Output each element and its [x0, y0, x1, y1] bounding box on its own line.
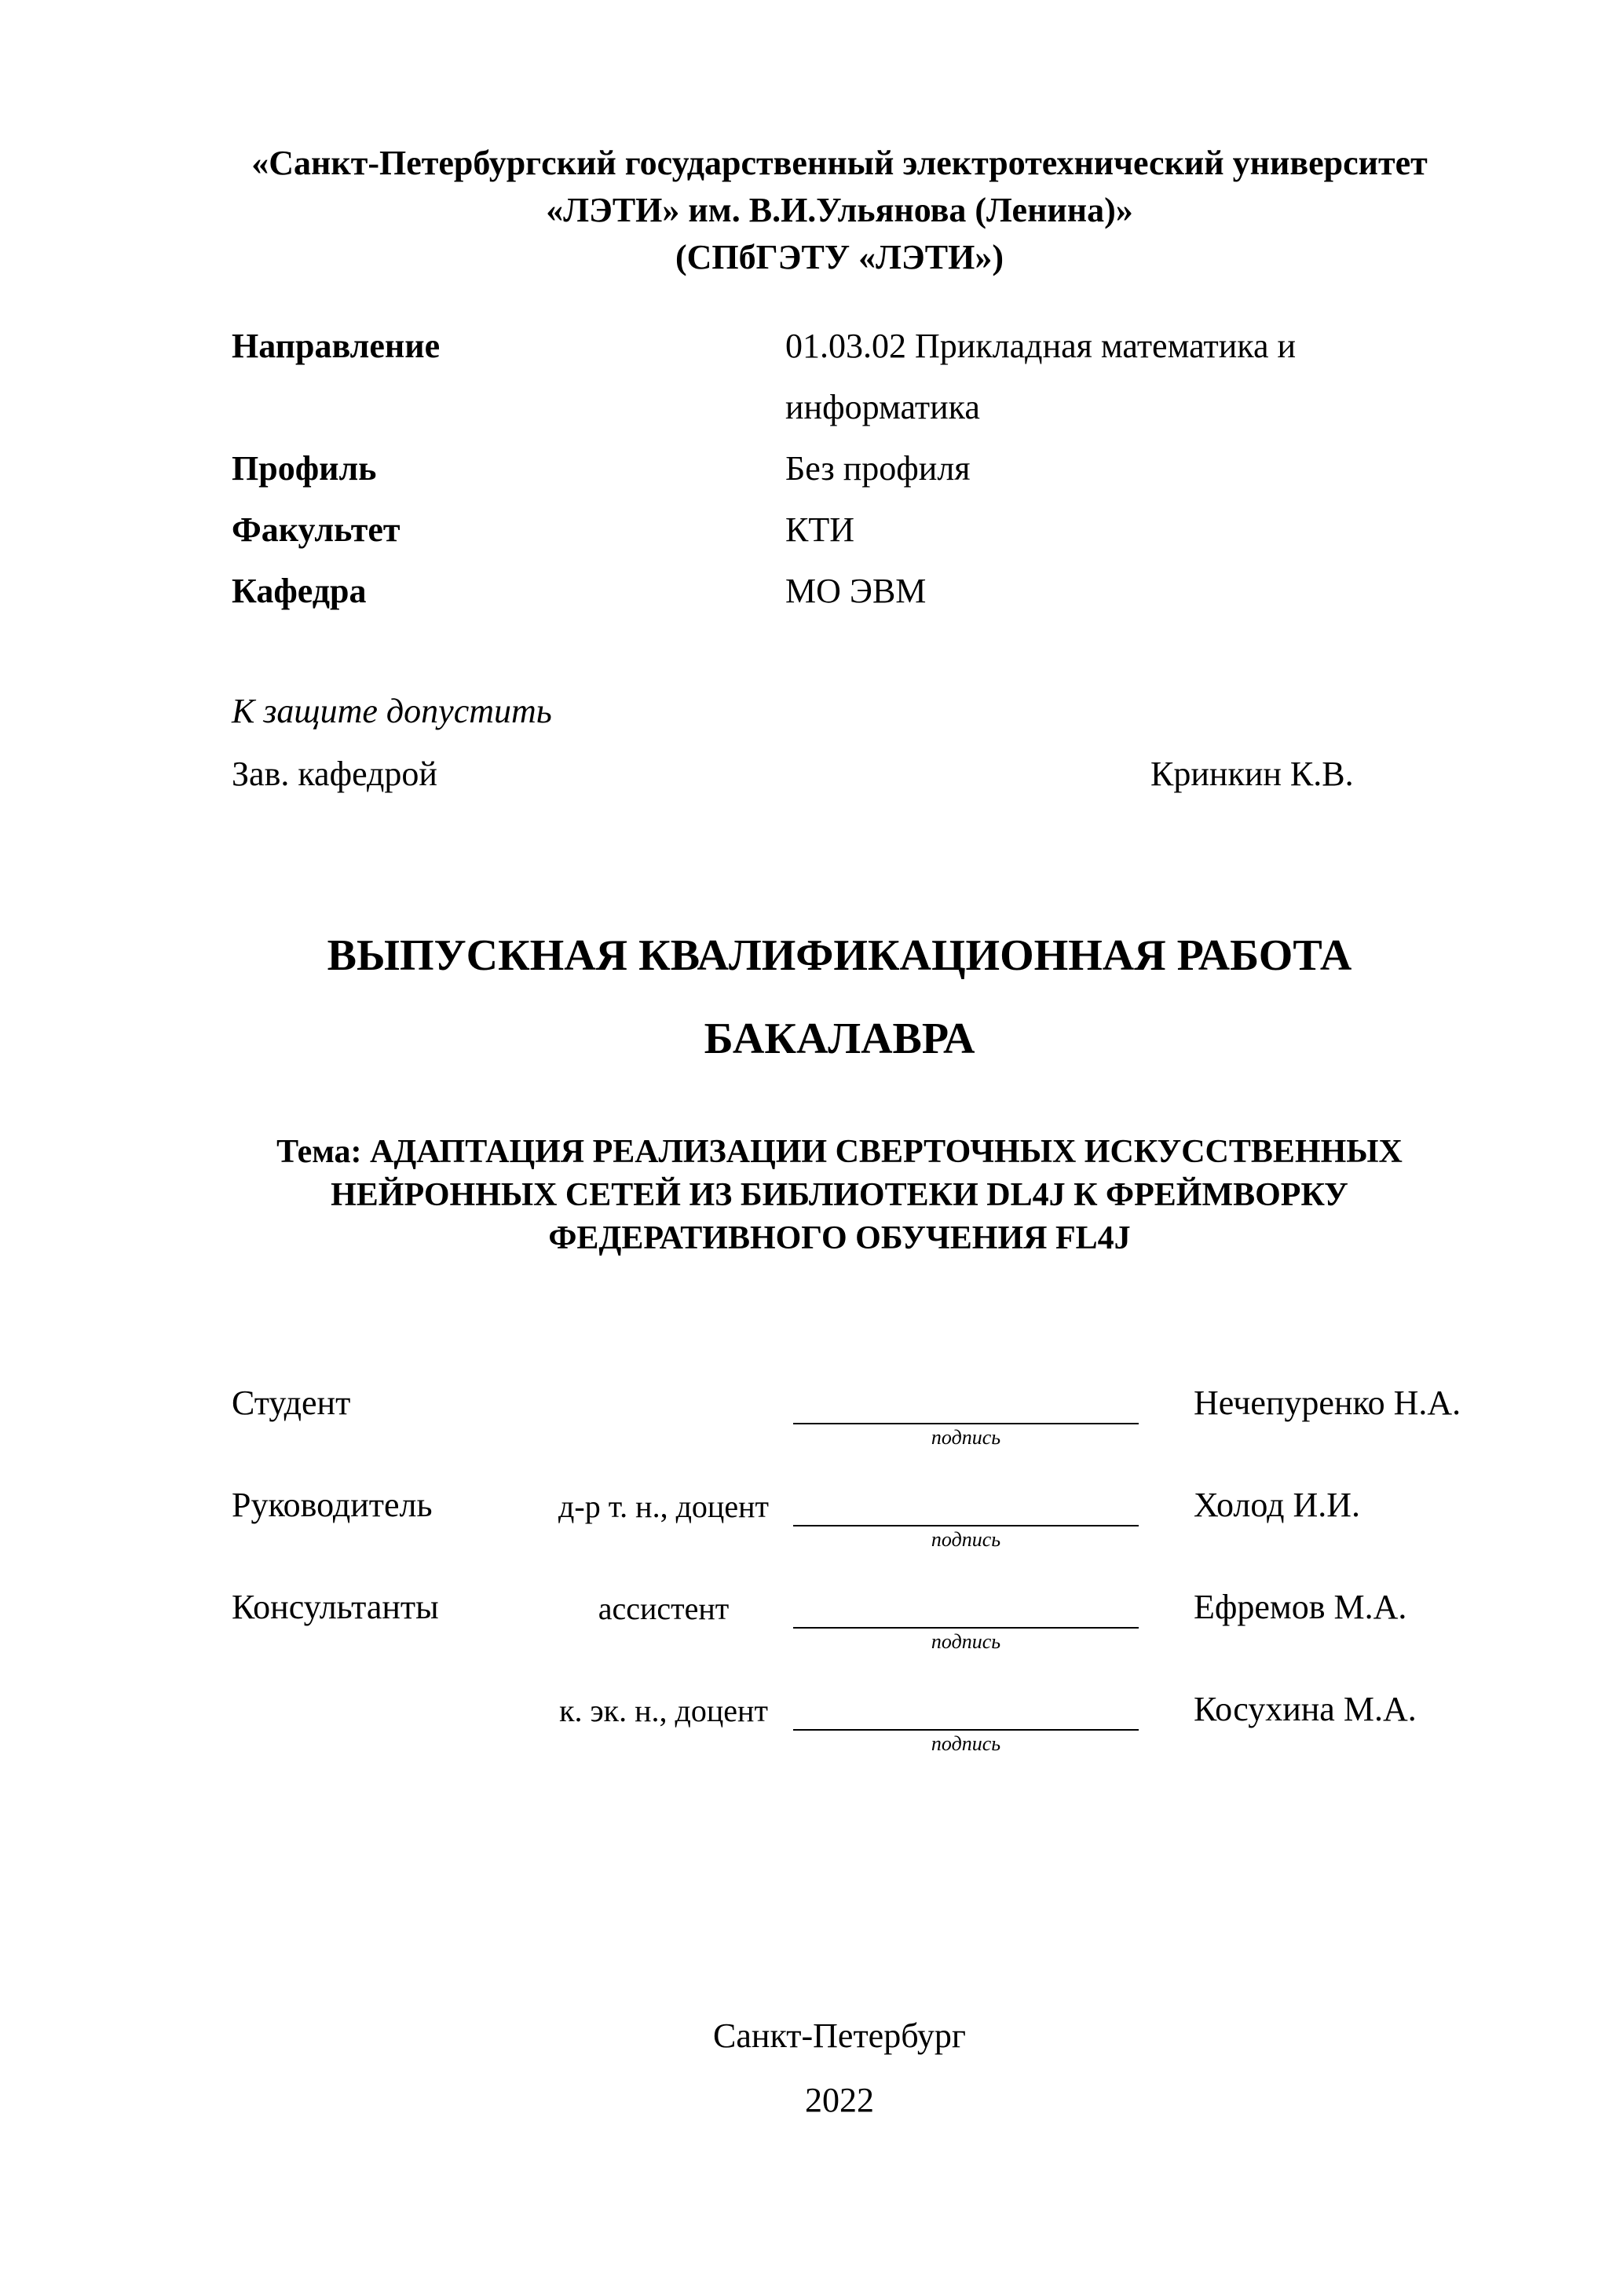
university-header-line-3: (СПбГЭТУ «ЛЭТИ»)	[675, 238, 1004, 276]
footer	[196, 2004, 1483, 2133]
signature-field	[793, 1585, 1139, 1655]
department-head-label: Зав. кафедрой	[232, 755, 437, 793]
program-value: МО ЭВМ	[785, 572, 927, 610]
signature-line	[793, 1585, 1139, 1629]
approval-section	[232, 680, 1479, 806]
signature-caption: подпись	[931, 1630, 1001, 1653]
program-row-faculty	[232, 499, 1479, 561]
program-info	[232, 316, 1479, 622]
program-label: Факультет	[232, 510, 401, 549]
signature-row-student	[232, 1380, 1479, 1451]
program-row-department	[232, 561, 1479, 622]
signature-caption: подпись	[931, 1426, 1001, 1449]
program-value: Без профиля	[785, 449, 971, 488]
signature-caption: подпись	[931, 1528, 1001, 1551]
qualification-label: д-р т. н., доцент	[558, 1489, 769, 1524]
signature-row-consultant-2	[232, 1687, 1479, 1757]
university-header-line-2: «ЛЭТИ» им. В.И.Ульянова (Ленина)»	[546, 191, 1133, 229]
signer-name: Холод И.И.	[1194, 1486, 1361, 1524]
program-label: Профиль	[232, 449, 377, 488]
role-label: Студент	[232, 1384, 351, 1422]
signature-caption: подпись	[931, 1732, 1001, 1755]
signer-name: Косухина М.А.	[1194, 1690, 1417, 1728]
university-header	[196, 140, 1483, 281]
signature-row-consultant-1	[232, 1585, 1479, 1655]
signature-field	[793, 1380, 1139, 1451]
theme-text: АДАПТАЦИЯ РЕАЛИЗАЦИИ СВЕРТОЧНЫХ ИСКУССТВЕННЫХ НЕЙРОННЫХ СЕТЕЙ ИЗ БИБЛИОТЕКИ DL4J К ФРЕЙМВОРКУ ФЕДЕРАТИВНОГО ОБУЧЕНИЯ FL4J	[331, 1134, 1403, 1256]
footer-city: Санкт-Петербург	[713, 2016, 966, 2055]
signature-line	[793, 1687, 1139, 1731]
program-row-profile	[232, 438, 1479, 499]
work-title-line-1: ВЫПУСКНАЯ КВАЛИФИКАЦИОННАЯ РАБОТА	[327, 931, 1352, 980]
signature-line	[793, 1380, 1139, 1424]
program-label: Кафедра	[232, 572, 367, 610]
work-title	[196, 914, 1483, 1080]
department-head-name: Кринкин К.В.	[1150, 755, 1354, 793]
qualification-label: ассистент	[598, 1591, 730, 1626]
role-label: Руководитель	[232, 1486, 433, 1524]
qualification-label: к. эк. н., доцент	[559, 1693, 768, 1728]
theme-label: Тема:	[276, 1134, 362, 1170]
permit-line: К защите допустить	[232, 692, 552, 730]
program-value: КТИ	[785, 510, 854, 549]
program-row-direction	[232, 316, 1479, 438]
signature-field	[793, 1687, 1139, 1757]
signature-row-supervisor	[232, 1483, 1479, 1553]
role-label: Консультанты	[232, 1588, 439, 1626]
signatures-section	[232, 1380, 1479, 1789]
program-value: 01.03.02 Прикладная математика и информатика	[785, 327, 1297, 426]
signer-name: Нечепуренко Н.А.	[1194, 1384, 1461, 1422]
footer-year: 2022	[805, 2081, 874, 2119]
program-label: Направление	[232, 327, 441, 365]
theme-section	[243, 1131, 1436, 1260]
signer-name: Ефремов М.А.	[1194, 1588, 1407, 1626]
signature-field	[793, 1483, 1139, 1553]
approval-row	[232, 743, 1479, 806]
work-title-line-2: БАКАЛАВРА	[704, 1015, 975, 1063]
university-header-line-1: «Санкт-Петербургский государственный электротехнический университет	[251, 144, 1428, 182]
signature-line	[793, 1483, 1139, 1526]
